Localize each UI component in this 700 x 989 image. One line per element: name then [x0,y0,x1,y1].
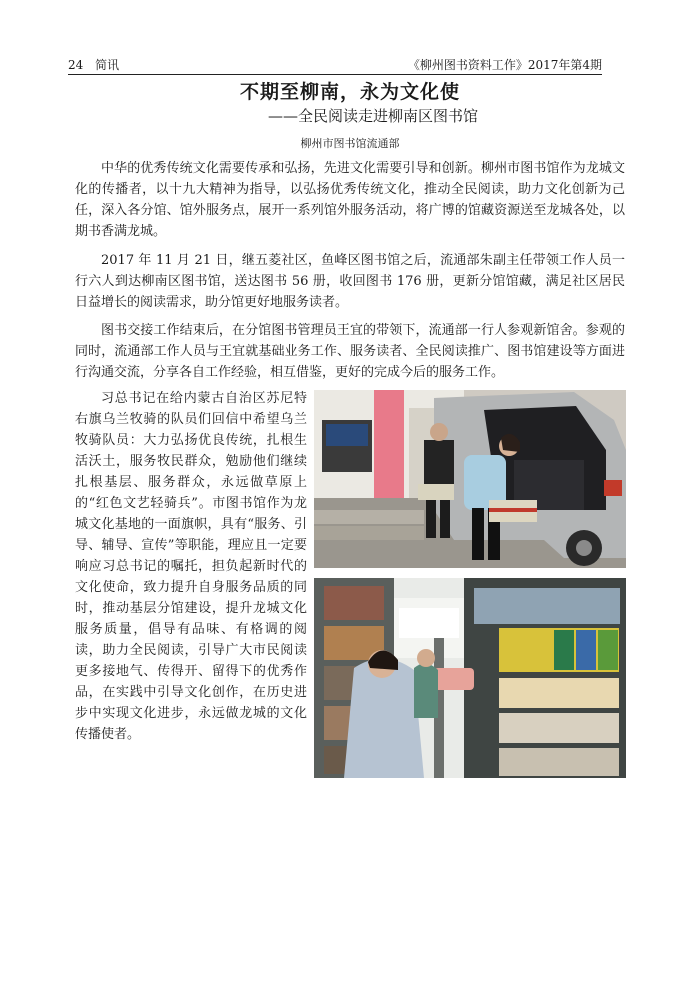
photo-book-delivery-image [314,390,626,568]
photo-book-delivery [314,390,626,568]
article-subtitle: ——全民阅读走进柳南区图书馆 [267,107,478,125]
photo-library-shelves-image [314,578,626,778]
header-rule [68,74,602,75]
article-title: 不期至柳南，永为文化使 [239,81,460,103]
article-byline: 柳州市图书馆流通部 [300,137,400,150]
paragraph-2: 2017 年 11 月 21 日，继五菱社区，鱼峰区图书馆之后，流通部朱副主任带领工作人员一行六人到达柳南区图书馆，送达图书 56 册，收回图书 176 册，更新分馆馆藏，满足社区居民日益增长的阅读需求，助分馆更好地服务读者。 [75,253,625,310]
page-number: 24 [68,58,84,72]
running-header [68,56,602,74]
section-label: 简讯 [95,58,120,72]
header-left [68,56,127,74]
photo-library-shelves [314,578,626,778]
journal-title: 《柳州图书资料工作》2017年第4期 [407,58,602,72]
paragraph-4: 习总书记在给内蒙古自治区苏尼特右旗乌兰牧骑的队员们回信中希望乌兰牧骑队员：大力弘扬优良传统，扎根生活沃土，服务牧民群众，勉励他们继续扎根基层、服务群众，永远做草原上的“红色文艺轻骑兵”。市图书馆作为龙城文化基地的一面旗帜，具有“服务、引导、辅导、宣传”等职能，理应且一定要响应习总书记的嘱托，担负起新时代的文化使命，致力提升自身服务品质的同时，推动基层分馆建设，提升龙城文化服务质量，倡导有品味、有格调的阅读，助力全民阅读，引导广大市民阅读更多接地气、传得开、留得下的优秀作品，在实践中引导文化创作，在历史进步中实现文化进步，永远做龙城的文化传播使者。 [75,391,307,742]
paragraph-1: 中华的优秀传统文化需要传承和弘扬，先进文化需要引导和创新。柳州市图书馆作为龙城文化的传播者，以十九大精神为指导，以弘扬优秀传统文化，推动全民阅读，助力文化创新为己任，深入各分馆、馆外服务点，展开一系列馆外服务活动，将广博的馆藏资源送至龙城各处，以期书香满龙城。 [75,161,625,239]
paragraph-3: 图书交接工作结束后，在分馆图书管理员王宜的带领下，流通部一行人参观新馆舍。参观的同时，流通部工作人员与王宜就基础业务工作、服务读者、全民阅读推广、图书馆建设等方面进行沟通交流，分享各自工作经验，相互借鉴，更好的完成今后的服务工作。 [75,323,625,380]
